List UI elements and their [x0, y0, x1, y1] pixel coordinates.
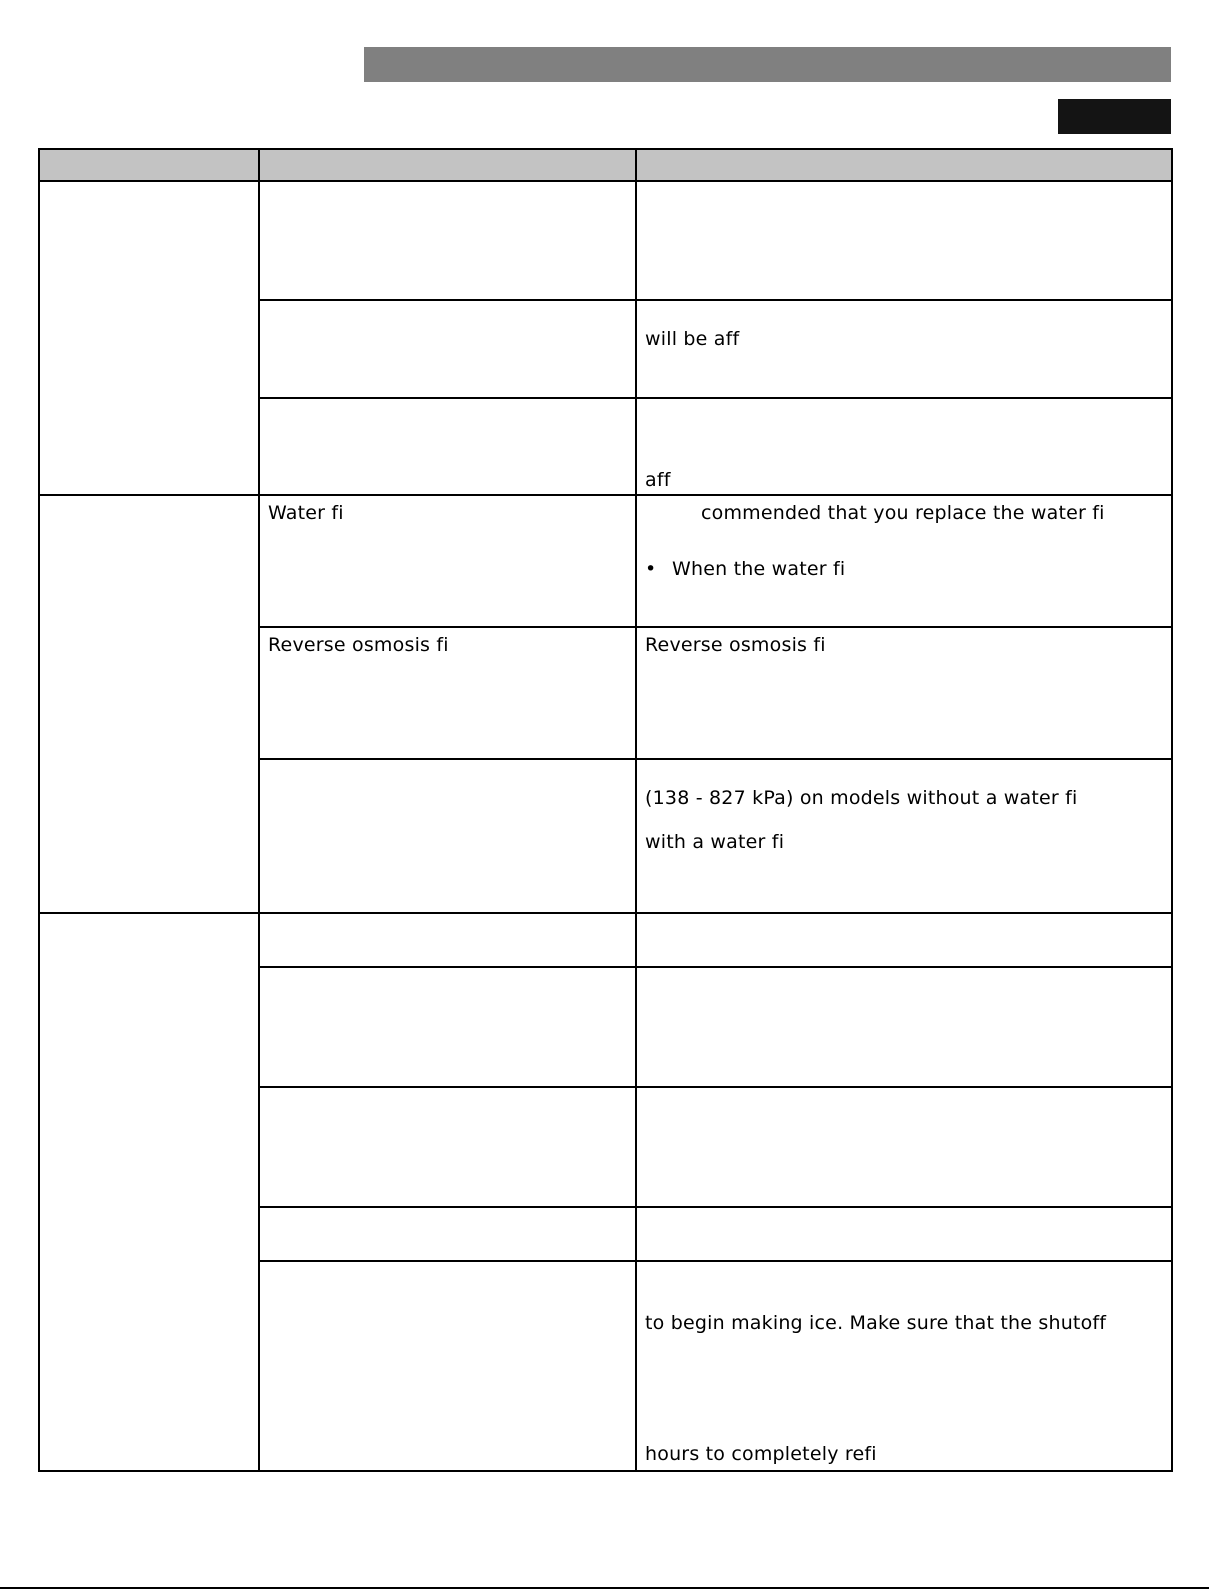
cause-cell	[258, 299, 637, 399]
solution-cell	[635, 494, 1173, 628]
solution-cell	[635, 966, 1173, 1088]
solution-cell	[635, 1260, 1173, 1472]
solution-text: with a water fi	[645, 831, 785, 853]
solution-text: will be aff	[645, 328, 740, 350]
solution-text: hours to completely refi	[645, 1443, 877, 1465]
solution-cell	[635, 758, 1173, 914]
cause-cell	[258, 180, 637, 301]
problem-cell-1	[38, 180, 260, 496]
solution-text: (138 - 827 kPa) on models without a water fi	[645, 787, 1078, 809]
solution-text: When the water fi	[672, 558, 846, 580]
troubleshooting-table	[38, 148, 1173, 1472]
problem-cell-2	[38, 494, 260, 914]
cause-text: Reverse osmosis fi	[268, 634, 449, 656]
header-bar	[364, 47, 1171, 82]
header-cell-cause	[258, 148, 637, 182]
solution-text: to begin making ice. Make sure that the shutoff	[645, 1312, 1107, 1334]
bullet-glyph: •	[645, 558, 657, 580]
solution-text: Reverse osmosis fi	[645, 634, 826, 656]
solution-bullet-item	[645, 558, 845, 580]
cause-cell	[258, 1260, 637, 1472]
cause-cell	[258, 912, 637, 968]
cause-cell	[258, 1206, 637, 1262]
solution-text: aff	[645, 469, 671, 491]
cause-cell	[258, 966, 637, 1088]
solution-cell	[635, 912, 1173, 968]
cause-text: Water fi	[268, 502, 344, 524]
solution-cell	[635, 397, 1173, 496]
solution-cell	[635, 299, 1173, 399]
solution-cell	[635, 1206, 1173, 1262]
solution-cell	[635, 180, 1173, 301]
cause-cell	[258, 626, 637, 760]
header-cell-problem	[38, 148, 260, 182]
cause-cell	[258, 397, 637, 496]
solution-text: commended that you replace the water fi	[701, 502, 1105, 524]
cause-cell	[258, 1086, 637, 1208]
section-tab	[1058, 99, 1171, 134]
cause-cell	[258, 758, 637, 914]
cause-cell	[258, 494, 637, 628]
problem-cell-3	[38, 912, 260, 1472]
solution-cell	[635, 1086, 1173, 1208]
header-cell-solution	[635, 148, 1173, 182]
solution-cell	[635, 626, 1173, 760]
